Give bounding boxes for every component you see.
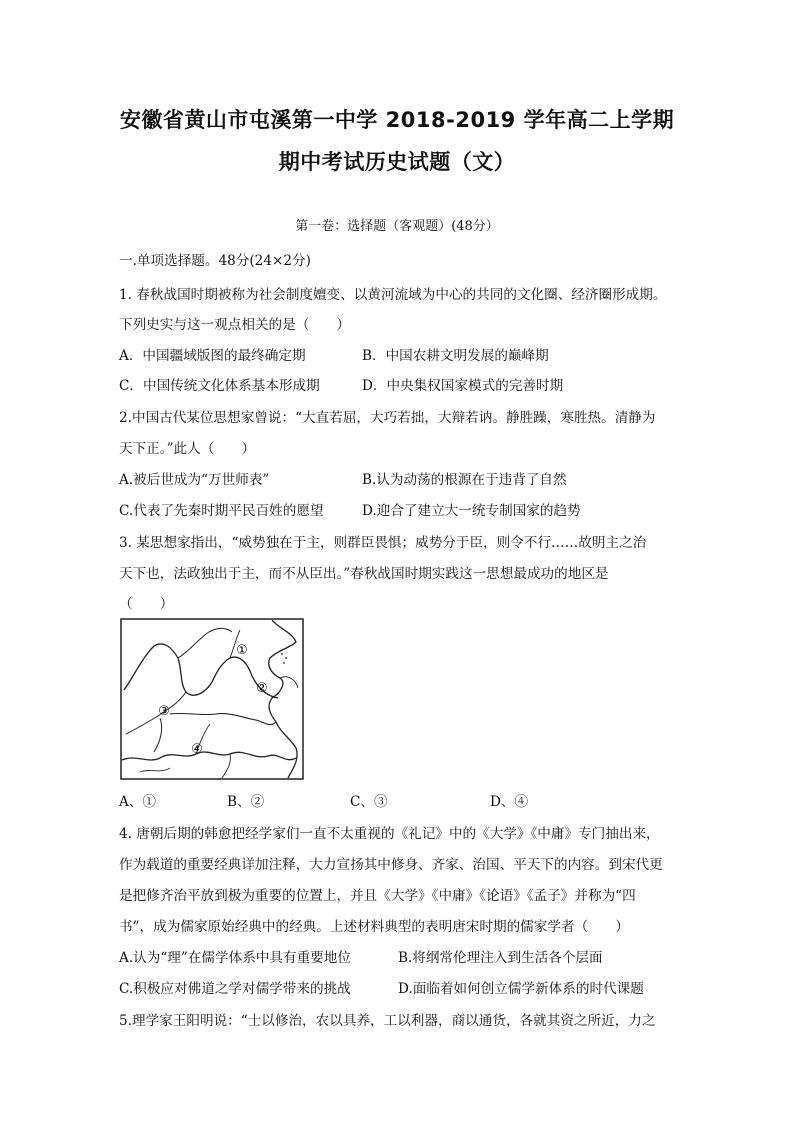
question-4-option-b: B.将纲常伦理注入到生活各个层面 [398, 950, 603, 966]
question-3-option-b: B、② [227, 794, 265, 810]
question-1-option-b: B．中国农耕文明发展的巅峰期 [362, 348, 549, 364]
question-2-stem-line2: 天下正。”此人（ ） [119, 441, 256, 457]
question-4-stem-line2: 作为载道的重要经典详加注释，大力宣扬其中修身、齐家、治国、平天下的内容。到宋代更 [119, 857, 663, 873]
question-3-option-a: A、① [119, 794, 157, 810]
map-label-4: ④ [191, 742, 203, 757]
question-2-option-b: B.认为动荡的根源在于违背了自然 [362, 472, 567, 488]
map-label-2: ② [256, 681, 268, 696]
question-1-option-d: D．中央集权国家模式的完善时期 [362, 378, 564, 394]
question-4-option-c: C.积极应对佛道之学对儒学带来的挑战 [119, 981, 351, 997]
section-heading: 第一卷：选择题（客观题）(48分） [295, 219, 499, 234]
part-heading: 一.单项选择题。48分(24×2分) [119, 253, 311, 269]
ancient-china-map [120, 618, 304, 780]
question-4-option-a: A.认为“理”在儒学体系中具有重要地位 [119, 950, 351, 966]
question-3-stem-line2: 天下也，法政独出于主，而不从臣出。”春秋战国时期实践这一思想最成功的地区是 [119, 566, 609, 582]
map-label-3: ③ [158, 704, 170, 719]
question-5-stem-line1: 5.理学家王阳明说：“士以修治，农以具养，工以利器，商以通货，各就其资之所近，力之 [119, 1013, 656, 1029]
question-1-option-a: A．中国疆域版图的最终确定期 [119, 348, 306, 364]
question-1-stem-line1: 1. 春秋战国时期被称为社会制度嬗变、以黄河流域为中心的共同的文化圈、经济圈形成期。 [119, 287, 667, 303]
exam-title-line2: 期中考试历史试题（文） [278, 150, 516, 174]
question-2-option-d: D.迎合了建立大一统专制国家的趋势 [362, 503, 581, 519]
question-1-option-c: C．中国传统文化体系基本形成期 [119, 378, 320, 394]
question-1-stem-line2: 下列史实与这一观点相关的是（ ） [119, 317, 351, 333]
question-2-stem-line1: 2.中国古代某位思想家曾说：“大直若屈，大巧若拙，大辩若讷。静胜躁，寒胜热。清静为 [119, 410, 656, 426]
question-4-stem-line4: 书”，成为儒家原始经典中的经典。上述材料典型的表明唐宋时期的儒家学者（ ） [119, 919, 629, 935]
question-2-option-a: A.被后世成为“万世师表” [119, 472, 270, 488]
question-4-stem-line1: 4. 唐朝后期的韩愈把经学家们一直不太重视的《礼记》中的《大学》《中庸》专门抽出来， [119, 826, 660, 842]
question-3-option-c: C、③ [350, 794, 388, 810]
question-3-option-d: D、④ [490, 794, 529, 810]
question-2-option-c: C.代表了先秦时期平民百姓的愿望 [119, 503, 324, 519]
map-label-1: ① [236, 643, 248, 658]
question-3-stem-line3: （ ） [119, 596, 174, 612]
exam-title-line1: 安徽省黄山市屯溪第一中学 2018-2019 学年高二上学期 [119, 108, 675, 132]
question-4-stem-line3: 是把修齐治平放到极为重要的位置上，并且《大学》《中庸》《论语》《孟子》并称为“四 [119, 888, 636, 904]
question-4-option-d: D.面临着如何创立儒学新体系的时代课题 [398, 981, 644, 997]
question-3-stem-line1: 3. 某思想家指出，“威势独在于主，则群臣畏惧；威势分于臣，则令不行……故明主之治 [119, 535, 647, 551]
